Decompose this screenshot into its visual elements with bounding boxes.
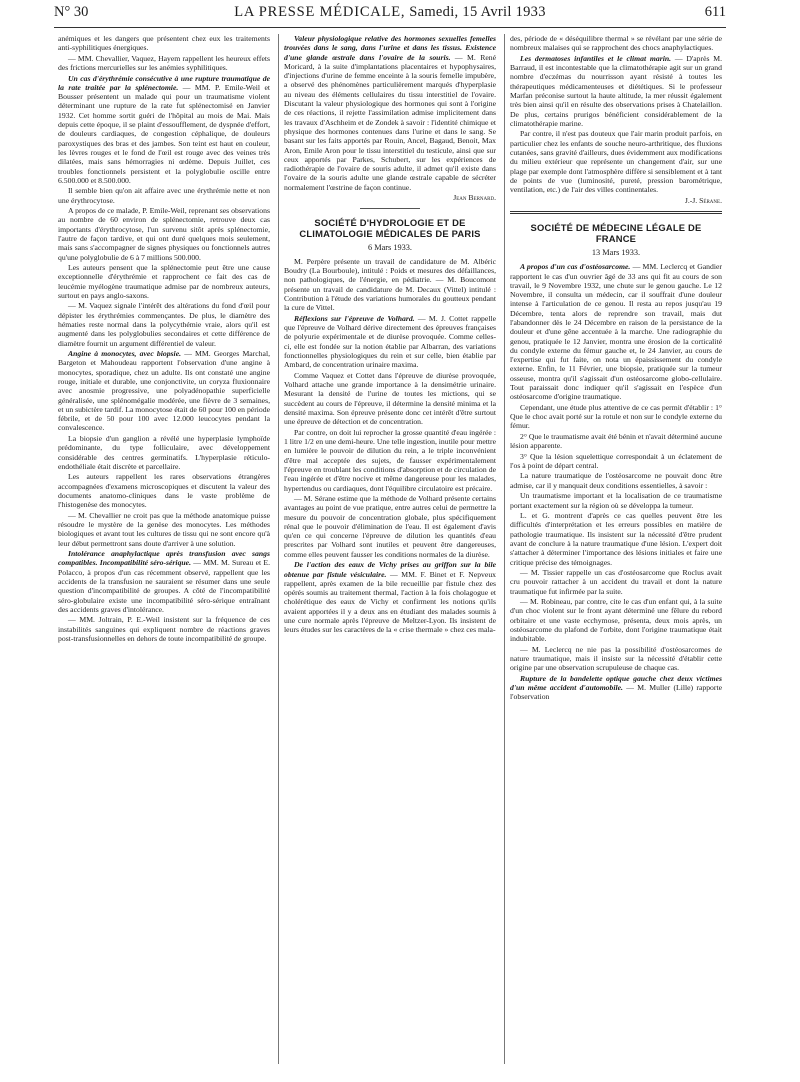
paragraph: Les auteurs rappellent les rares observations étrangères accompagnées d'examens microscopiques et discutent la valeur des documents anatomo-cliniques dans le vaste problème de l'histogenèse des monocytes. — [58, 472, 270, 510]
article-hormones — [284, 34, 496, 192]
session-date: 6 Mars 1933. — [367, 242, 413, 252]
paragraph: — M. Leclercq ne nie pas la possibilité d'ostéosarcomes de nature traumatique, mais il insiste sur la nécessité d'établir cette origine par une observation scrupuleuse de chaque cas. — [510, 644, 722, 673]
journal-title-line — [54, 4, 726, 21]
separator-rule — [360, 208, 420, 209]
article-intolerance — [58, 549, 270, 614]
article-dermatoses — [510, 54, 722, 128]
paragraph: Les auteurs pensent que la splénectomie peut être une cause exceptionnelle d'érythrémie et rapprochent ce fait des cas de leucémie myélogène traumatique admise par de nombreux auteurs, surtout en pays anglo-saxons. — [58, 263, 270, 300]
section-title: Valeur physiologique relative des hormones sexuelles femelles trouvées dans le sang, dans l'urine et dans les tissus. Existence d'une glande œstrale dans l'ovaire de la souris. — [284, 34, 496, 62]
issue-number: N° 30 — [54, 4, 89, 20]
article-angine — [58, 349, 270, 433]
page-header — [54, 4, 726, 26]
column-divider — [504, 34, 505, 1064]
paragraph: des, période de « déséquilibre thermal » se révélant par une série de nombreux malaises qui se rapprochent des chocs anaphylactiques. — [510, 34, 722, 53]
article-bandelette — [510, 674, 722, 702]
section-title: De l'action des eaux de Vichy prises au griffon sur la bile obtenue par fistule vésiculaire. — [284, 560, 496, 579]
section-title: Angine à monocytes, avec biopsie. — [68, 349, 182, 359]
paragraph: L. et G. montrent d'après ce cas quelles peuvent être les difficultés d'interprétation et les erreurs possibles en matière de pathologie traumatique. Ils insistent sur la nécessité d'être prudent avant de conclure à la nature traumatique d'une lésion. L'expert doit s'attacher à déterminer l'importance des lésions initiales et faire une critique précise des témoignages. — [510, 511, 722, 567]
paragraph: — M. Tissier rappelle un cas d'ostéosarcome que Roclus avait cru pouvoir rattacher à un accident du travail et dont la nature traumatique fut infirmée par la suite. — [510, 568, 722, 596]
section-body: — D'après M. Barraud, il est incontestable que la climatothérapie agit sur un grand nombre d'eczémas du nourrisson ayant résisté à toutes les thérapeutiques médicamenteuses et diététiques. Si le professeur Marfan préconise surtout la haute altitude, la mer réussit également très bien ainsi qu'il en résulte des observations prises à Chatelaillon. De plus, certains prurigos bénéficient considérablement de la climatothérapie marine. — [510, 53, 723, 128]
section-body: — M. Muller (Lille) rapporte l'observation — [510, 683, 722, 702]
paragraph: A propos de ce malade, P. Emile-Weil, reprenant ses observations au nombre de 60 environ de splénectomie, retrouve deux cas importants d'érythrocytose, l'un survenu sitôt après splénectomie, l'autre de façon tardive, et qui ont duré quelques mois seulement, mais sans s'accompagner de signes physiques ou fonctionnels autres qu'une polyglobulie de 6 à 7 millions 500.000. — [58, 206, 270, 262]
section-title: Intolérance anaphylactique après transfusion avec sangs compatibles. Incompatibilité séro-sérique. — [58, 549, 270, 568]
separator-double-rule — [510, 211, 722, 214]
column-divider — [278, 34, 279, 1064]
paragraph: Cependant, une étude plus attentive de ce cas permit d'établir : 1° Que le choc avait porté sur la rotule et non sur le condyle externe du fémur. — [510, 402, 722, 431]
section-body: — MM. M. Sureau et E. Polacco, à propos d'un cas récemment observé, rappellent que les accidents de la transfusion ne sauraient se résumer dans une seule question d'incompatibilité de groupes. A côté de l'incompatibilité séro-globulaire existe une incompatibilité séro-sérique entraînant des accidents graves d'intolérance. — [58, 558, 271, 614]
column-3 — [510, 34, 722, 703]
article-vichy — [284, 560, 496, 634]
section-body: — MM. F. Binet et F. Nepveux rappellent, après examen de la bile recueillie par fistule chez des opérés soumis au traitement thermal, l'action à la fois cholagogue et cholérétique des eaux de Vichy et confirment les notions qu'ils avaient apportées il y a deux ans en étudiant des malades soumis à une cure normale après l'épreuve de Meltzer-Lyon. Ils insistent de leurs études sur les caractères de la « crise thermale » chez ces mala- — [284, 569, 497, 635]
paragraph: M. Perpère présente un travail de candidature de M. Albéric Boudry (La Bourboule), intitulé : Poids et mesures des défaillances, non pathologiques, de l'énergie, en pédiatrie. — M. Boucomont présente un travail de candidature de M. Decaux (Vittel) intitulé : Contribution à l'étude des variations humorales du goutteux pendant la cure de Vittel. — [284, 256, 496, 313]
paragraph: Il semble bien qu'on ait affaire avec une érythrémie nette et non une érythrocytose. — [58, 186, 270, 205]
article-splenectomy — [58, 74, 270, 186]
header-rule — [54, 27, 726, 28]
section-body: — M. René Moricard, à la suite d'implantations placentaires et hypophysaires, d'injections d'urine de femme enceinte à la souris femelle impubère, a observé des phénomènes particulièrement marqués d'hyperplasie au niveau des éléments cellulaires du tissu interstitiel de l'ovaire. Discutant la valeur physiologique des hormones qui sont à l'origine de ces réactions, il rejette l'assimilation admise implicitement dans les travaux d'Aschheim et de Zondek à savoir : l'identité chimique et physique des hormones contenues dans l'urine et dans le sang. Se basant sur les faits apportés par Rouin, Ancel, Bagaud, Benoit, Max Aron, Emile Aron pour le tissu interstitiel du testicule, ainsi que sur ceux apportés par Parkes, Schubert, sur les expériences de radiothérapie de l'ovaire de souris adulte, il admet qu'il existe dans l'ovaire de la souris adulte une glande œstrale capable de sécréter normalement l'œstrine de façon continue. — [284, 52, 496, 192]
society-heading: SOCIÉTÉ DE MÉDECINE LÉGALE DE FRANCE — [530, 221, 702, 245]
paragraph: Comme Vaquez et Cottet dans l'épreuve de diurèse provoquée, Volhard attache une grande importance à la densimétrie urinaire. Mesurant la densité de l'urine de toutes les mictions, qui se succèdent au cours de l'épreuve, il détermine la densité minima et la densité maxima. Son épreuve présente donc cet intérêt d'être surtout une épreuve de détection et de concentration. — [284, 370, 496, 427]
section-title: A propos d'un cas d'ostéosarcome. — [520, 262, 631, 272]
paragraph: 3° Que la lésion squelettique correspondait à un éclatement de l'os à point de départ central. — [510, 451, 722, 470]
section-body: — M. J. Cottet rappelle que l'épreuve de Volhard dérive directement des épreuves françaises de polyurie expérimentale et de diurèse provoquée. Comme celles-ci, elle est fondée sur la notion établie par Albarran, des variations fonctionnelles physiologiques du rein et sur celle, bien établie par Ambard, de concentration urinaire maxima. — [284, 313, 496, 370]
paragraph: anémiques et les dangers que présentent chez eux les traitements anti-syphilitiques énergiques. — [58, 34, 270, 53]
section-body: — MM. Georges Marchal, Bargeton et Mahoudeau rapportent l'observation d'une angine à monocytes, sporadique, chez un adulte. Ils ont constaté une angine rouge, initiale et durable, une conjonctivite, un coryza fluxionnaire avec anosmie progressive, une polyadénopathie superficielle généralisée, une splénomégalie modérée, une fièvre de 3 semaines, et un subictère tardif. La monocytose était de 60 pour 100 en période fébrile, et de 50 pour 100 avec 12.000 leucocytes pendant la convalescence. — [58, 349, 270, 433]
paragraph: Un traumatisme important et la localisation de ce traumatisme portant exactement sur la région où se développa la tumeur. — [510, 491, 722, 510]
article-osteosarcome — [510, 262, 722, 401]
author-signature: J.-J. Sérane. — [684, 195, 722, 205]
column-2 — [284, 34, 496, 636]
paragraph: — MM. Chevallier, Vaquez, Hayem rappellent les heureux effets des frictions mercurielles sur les anémies syphilitiques. — [58, 53, 270, 73]
section-title: Réflexions sur l'épreuve de Volhard. — [294, 313, 415, 323]
column-1 — [58, 34, 270, 644]
article-volhard — [284, 314, 496, 370]
paragraph: Par contre, on doit lui reprocher la grosse quantité d'eau ingérée : 1 litre 1/2 en une demi-heure. Une telle ingestion, inutile pour mettre en lumière le pouvoir de dilution du rein, a le triple inconvénient d'être mal acceptée des sujets, de fausser expérimentalement l'épreuve en troublant les conditions d'absorption et de circulation de l'eau ingérée et d'être nocive et même dangereuse pour les malades, hypertendus ou cardiaques, dont l'équilibre circulatoire est précaire. — [284, 427, 496, 493]
paragraph: La biopsie d'un ganglion a révélé une hyperplasie lymphoïde prédominante, du type folliculaire, avec développement considérable des centres germinatifs. L'hyperplasie réticulo-endothéliale était discrète et parcellaire. — [58, 433, 270, 471]
paragraph: — M. Robineau, par contre, cite le cas d'un enfant qui, à la suite d'un choc violent sur le front ayant déterminé une fêlure du rebord orbitaire et une vaste ecchymose, présenta, deux mois après, un ostéosarcome du plafond de l'orbite, dont l'origine traumatique était indubitable. — [510, 597, 722, 644]
paragraph: La nature traumatique de l'ostéosarcome ne pouvait donc être admise, car il y manquait deux conditions essentielles, à savoir : — [510, 471, 722, 490]
page-number: 611 — [704, 4, 726, 20]
paragraph: 2° Que le traumatisme avait été bénin et n'avait déterminé aucune lésion apparente. — [510, 431, 722, 451]
section-title: Les dermatoses infantiles et le climat marin. — [520, 53, 672, 63]
paragraph: — M. Chevallier ne croit pas que la méthode anatomique puisse résoudre le mystère de la genèse des monocytes. Les méthodes biologiques et avant tout les cultures de tissu qui ne sont encore qu'à leur début permettront sans doute d'arriver à une solution. — [58, 510, 270, 548]
paragraph: Par contre, il n'est pas douteux que l'air marin produit parfois, en particulier chez les enfants de souche neuro-arthritique, des fluxions cutanées, sans gravité d'ailleurs, dues évidemment aux modifications du milieu extérieur que représente un changement d'air, sur une plage par exemple dont l'atmosphère diffère si sensiblement et à tant de points de vue (luminosité, pureté, pression barométrique, ventilation, etc.) de l'air des villes continentales. — [510, 129, 722, 195]
section-body: — MM. Leclercq et Gandier rapportent le cas d'un ouvrier âgé de 33 ans qui fit au cours de son travail, le 9 Novembre 1932, une chute sur le genou gauche. Le 12 Novembre, il consulta un médecin, car il souffrait d'une douleur intense à l'articulation de ce genou. Il resta au repos jusqu'au 19 Décembre, tenta alors de reprendre son travail, mais dut l'abandonner dès le 24 Décembre en raison de la persistance de la douleur et d'une gêne accentuée à la marche. Une radiographie du genou, pratiquée le 12 Janvier, montra une érosion de la corticalité du condyle externe du fémur gauche et, le 24 Janvier, au cours de l'expertise qui fut faite, on nota un épaississement du condyle externe. Enfin, le 11 Février, une biopsie, pratiquée sur la tumeur osseuse, montra qu'il s'agissait d'un ostéosarcome globo-cellulaire. Tout paraissait donc indiquer qu'il s'agissait en l'espèce d'un ostéosarcome d'origine traumatique. — [510, 262, 722, 402]
session-date: 13 Mars 1933. — [591, 247, 641, 257]
section-body: — MM. P. Emile-Weil et Bousser présentent un malade qui pour un traumatisme violent déterminant une rupture de la rate fut splénectomisé en Janvier 1932. Cet homme sortit guéri de l'hôpital au mois de Mai. Mais depuis cette époque, il se plaint d'essoufflement, de dyspnée d'effort, de douleurs cardiaques, de congestion céphalique, de douleurs paroxystiques des bras et des jambes. Son teint est haut en couleur, les lèvres rouges et le fond de l'œil est rouge avec des veines très dilatées, mais sans hémorragies ni œdème. Depuis Juillet, ces troubles fonctionnels persistent et la polyglobulie oscille entre 6.500.000 et 8.500.000. — [58, 82, 271, 185]
paragraph: — MM. Joltrain, P. E.-Weil insistent sur la fréquence de ces instabilités sanguines qui expliquent nombre de réactions graves post-transfusionnelles en dehors de toute incompatibilité de groupe. — [58, 615, 270, 643]
society-heading: SOCIÉTÉ D'HYDROLOGIE ET DE CLIMATOLOGIE MÉDICALES DE PARIS — [299, 216, 481, 240]
journal-title: LA PRESSE MÉDICALE, — [234, 4, 406, 20]
section-title: Un cas d'érythrémie consécutive à une rupture traumatique de la rate traitée par la splénectomie. — [58, 73, 270, 92]
paragraph: — M. Vaquez signale l'intérêt des altérations du fond d'œil pour dépister les érythrémies commençantes. De plus, le diamètre des hématies reste normal dans la polycythémie vraie, alors qu'il est augmenté dans les polyglobulies secondaires et cette différence de diamètre fournit un argument différentiel de valeur. — [58, 301, 270, 348]
section-title: Rupture de la bandelette optique gauche chez deux victimes d'un même accident d'automobile. — [510, 673, 722, 693]
issue-date: Samedi, 15 Avril 1933 — [409, 4, 546, 20]
paragraph: — M. Sérane estime que la méthode de Volhard présente certains avantages au point de vue pratique, entre autres celui de permettre la mesure du pouvoir de concentration globale, plus spécifiquement rénal que le pouvoir d'élimination de l'eau. Il est également d'avis qu'en ce qui concerne l'épreuve de dilution les quantités d'eau prescrites par Volhard sont inutiles et peuvent être dangereuses, comme elles peuvent fausser les conditions normales de la diurèse. — [284, 494, 496, 559]
author-signature: Jean Bernard. — [453, 193, 496, 203]
